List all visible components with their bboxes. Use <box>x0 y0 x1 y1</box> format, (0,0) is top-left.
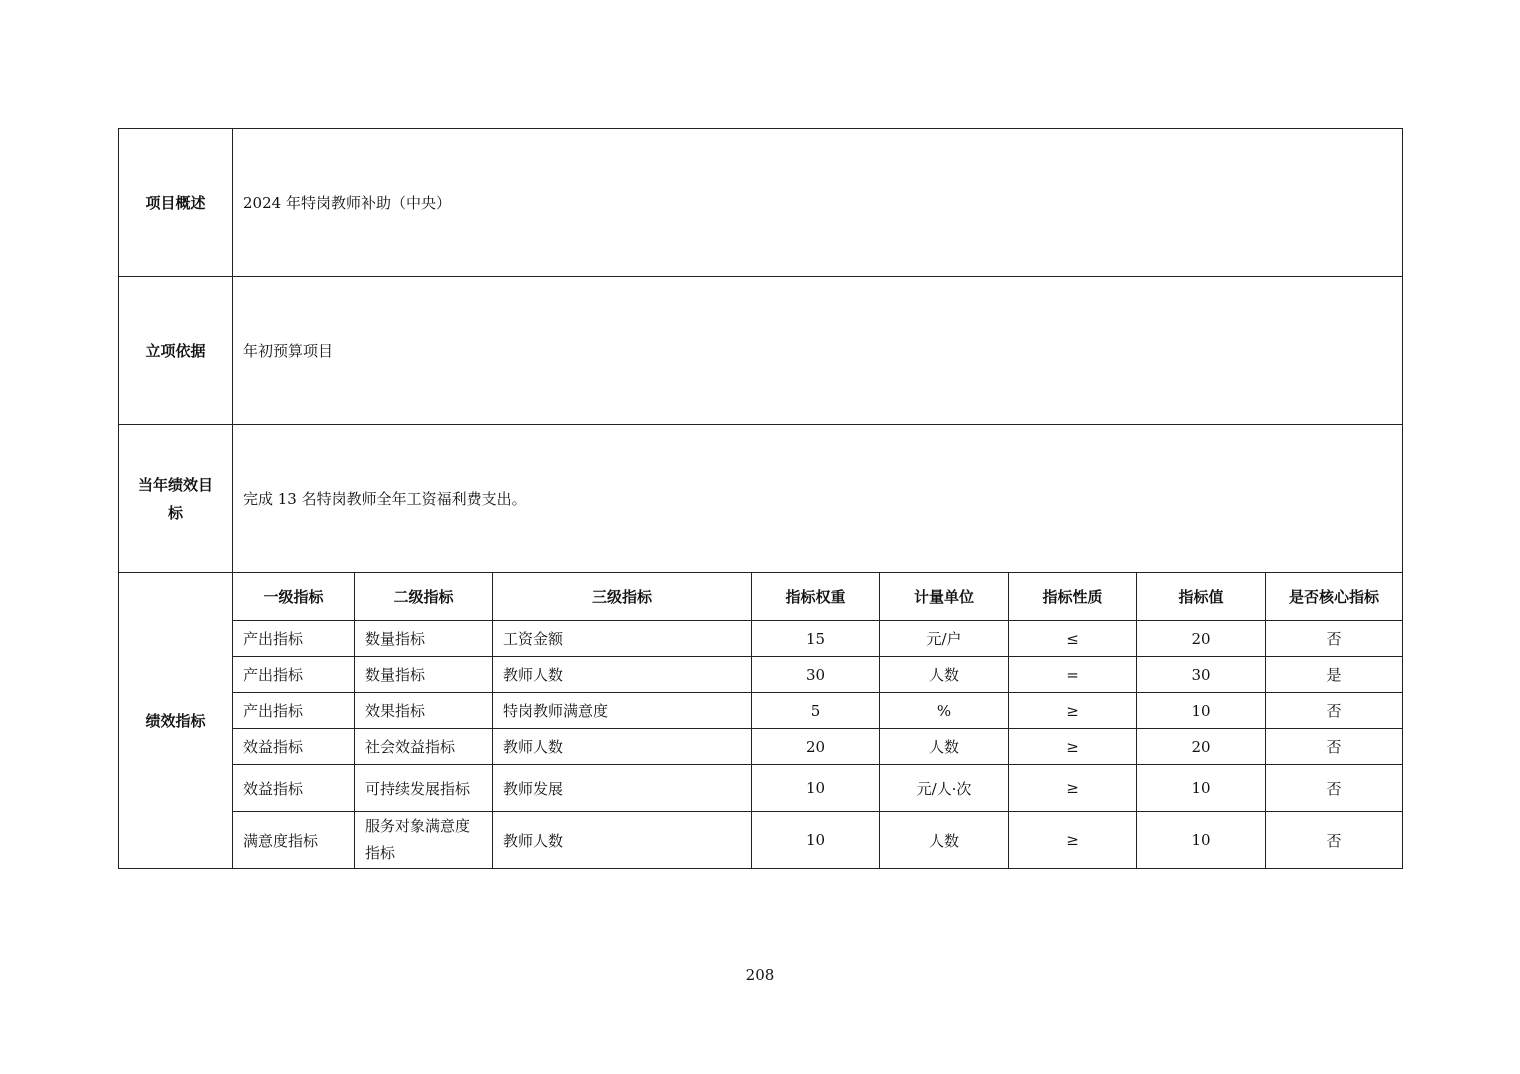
basis-value: 年初预算项目 <box>233 277 1403 425</box>
cell-level2-line1: 服务对象满意度 <box>365 817 471 835</box>
cell-level3: 教师人数 <box>493 729 752 765</box>
table-row <box>119 765 1403 812</box>
cell-nature: ≥ <box>1009 765 1137 812</box>
cell-level2-line2: 指标 <box>365 844 396 862</box>
cell-value: 20 <box>1137 621 1266 657</box>
cell-weight: 10 <box>752 812 880 869</box>
cell-core: 否 <box>1266 765 1403 812</box>
cell-weight: 10 <box>752 765 880 812</box>
header-level1: 一级指标 <box>233 573 355 621</box>
table-row <box>119 812 1403 869</box>
indicator-header-row <box>119 573 1403 621</box>
header-unit: 计量单位 <box>880 573 1009 621</box>
header-core: 是否核心指标 <box>1266 573 1403 621</box>
header-weight: 指标权重 <box>752 573 880 621</box>
header-level3: 三级指标 <box>493 573 752 621</box>
cell-level2 <box>355 812 493 869</box>
table-row <box>119 693 1403 729</box>
cell-value: 20 <box>1137 729 1266 765</box>
cell-level1: 效益指标 <box>233 765 355 812</box>
cell-unit: 人数 <box>880 657 1009 693</box>
indicators-label: 绩效指标 <box>119 573 233 869</box>
page-number: 208 <box>745 966 775 984</box>
cell-level1: 产出指标 <box>233 693 355 729</box>
cell-nature: ≥ <box>1009 693 1137 729</box>
cell-level3: 特岗教师满意度 <box>493 693 752 729</box>
cell-value: 30 <box>1137 657 1266 693</box>
cell-core: 是 <box>1266 657 1403 693</box>
cell-value: 10 <box>1137 812 1266 869</box>
overview-value: 2024 年特岗教师补助（中央） <box>233 129 1403 277</box>
cell-level3: 教师发展 <box>493 765 752 812</box>
cell-weight: 20 <box>752 729 880 765</box>
cell-weight: 30 <box>752 657 880 693</box>
cell-level1: 效益指标 <box>233 729 355 765</box>
cell-unit: 元/户 <box>880 621 1009 657</box>
header-level2: 二级指标 <box>355 573 493 621</box>
cell-unit: % <box>880 693 1009 729</box>
overview-row <box>119 129 1403 277</box>
table-row <box>119 729 1403 765</box>
table-row <box>119 657 1403 693</box>
goal-value: 完成 13 名特岗教师全年工资福利费支出。 <box>233 425 1403 573</box>
cell-level3: 教师人数 <box>493 657 752 693</box>
cell-level2: 数量指标 <box>355 621 493 657</box>
cell-level1: 满意度指标 <box>233 812 355 869</box>
cell-value: 10 <box>1137 693 1266 729</box>
cell-level1: 产出指标 <box>233 657 355 693</box>
cell-level2: 效果指标 <box>355 693 493 729</box>
cell-nature: = <box>1009 657 1137 693</box>
header-nature: 指标性质 <box>1009 573 1137 621</box>
cell-weight: 15 <box>752 621 880 657</box>
goal-row <box>119 425 1403 573</box>
cell-level3: 工资金额 <box>493 621 752 657</box>
cell-nature: ≥ <box>1009 812 1137 869</box>
cell-level1: 产出指标 <box>233 621 355 657</box>
cell-value: 10 <box>1137 765 1266 812</box>
basis-label: 立项依据 <box>119 277 233 425</box>
cell-core: 否 <box>1266 812 1403 869</box>
cell-level3: 教师人数 <box>493 812 752 869</box>
cell-level2: 可持续发展指标 <box>355 765 493 812</box>
cell-core: 否 <box>1266 729 1403 765</box>
cell-unit: 元/人·次 <box>880 765 1009 812</box>
cell-level2: 社会效益指标 <box>355 729 493 765</box>
performance-table <box>118 128 1403 869</box>
goal-label-line1: 当年绩效目 <box>137 475 213 494</box>
cell-nature: ≤ <box>1009 621 1137 657</box>
cell-unit: 人数 <box>880 812 1009 869</box>
overview-label: 项目概述 <box>119 129 233 277</box>
cell-unit: 人数 <box>880 729 1009 765</box>
cell-level2: 数量指标 <box>355 657 493 693</box>
cell-weight: 5 <box>752 693 880 729</box>
basis-row <box>119 277 1403 425</box>
table-row <box>119 621 1403 657</box>
goal-label <box>119 425 233 573</box>
header-value: 指标值 <box>1137 573 1266 621</box>
cell-core: 否 <box>1266 693 1403 729</box>
cell-core: 否 <box>1266 621 1403 657</box>
cell-nature: ≥ <box>1009 729 1137 765</box>
goal-label-line2: 标 <box>167 503 183 522</box>
